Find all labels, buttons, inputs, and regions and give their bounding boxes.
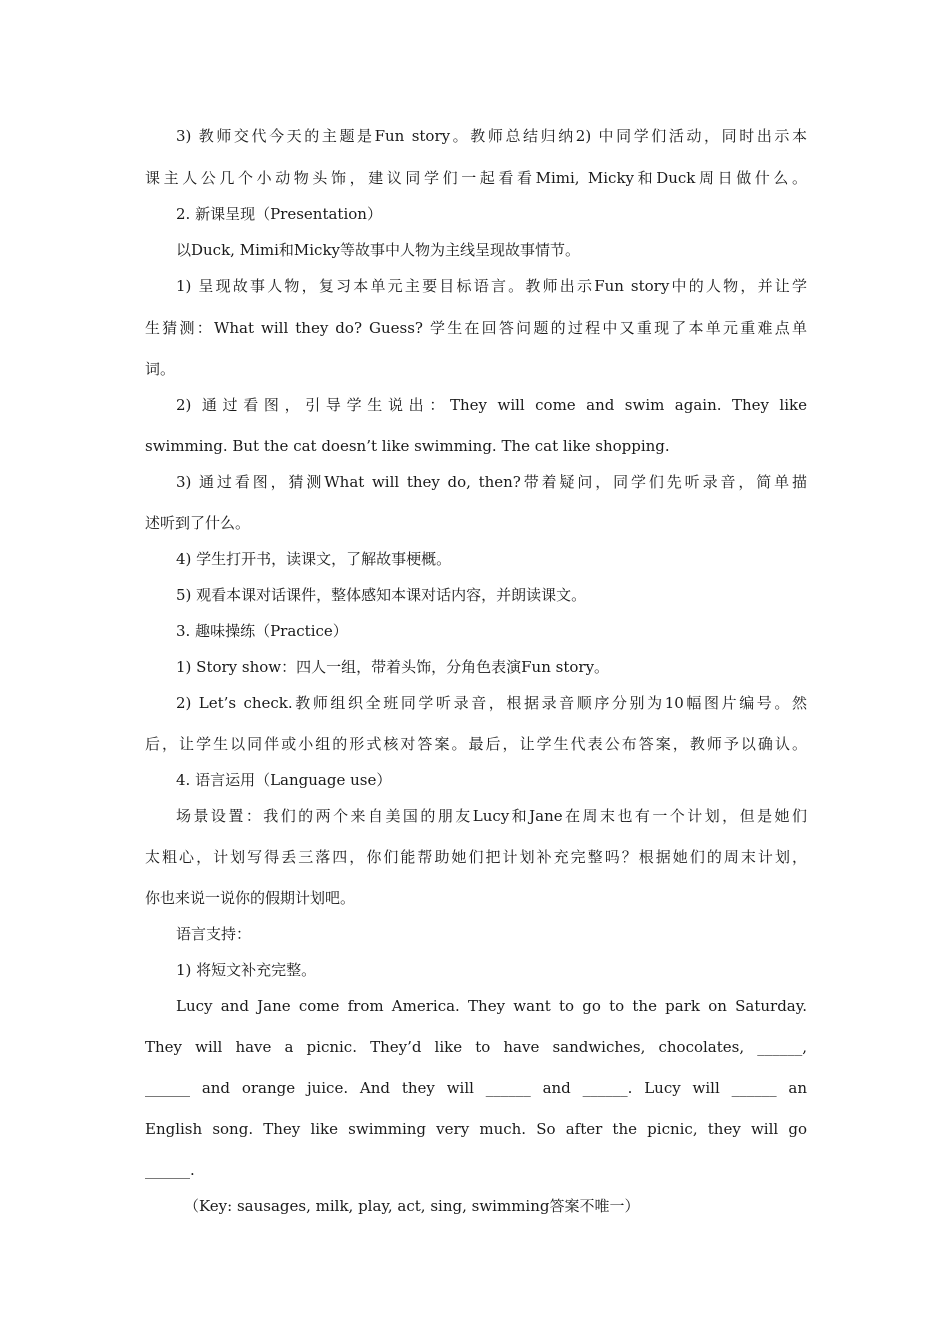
section-heading: 3. 趣味操练（Practice） (176, 622, 348, 640)
text-line: 1) 将短文补充完整。 (176, 961, 317, 979)
text-line: 2) Let’s check.教师组织全班同学听录音，根据录音顺序分别为10幅图片编号。然 (176, 694, 807, 712)
text-line: 太粗心，计划写得丢三落四，你们能帮助她们把计划补充完整吗？根据她们的周末计划， (145, 848, 807, 866)
section-heading: 4. 语言运用（Language use） (176, 771, 392, 789)
text-line: 3) 通过看图，猜测What will they do, then?带着疑问，同学们先听录音，简单描 (176, 473, 807, 491)
text-line: 后，让学生以同伴或小组的形式核对答案。最后，让学生代表公布答案，教师予以确认。 (145, 735, 807, 753)
passage-line: English song. They like swimming very much. So after the picnic, they will go (145, 1120, 807, 1138)
text-line: 生猜测：What will they do? Guess? 学生在回答问题的过程中又重现了本单元重难点单 (145, 319, 807, 337)
text-line: 语言支持： (176, 925, 252, 943)
passage-line: ______. (145, 1161, 195, 1179)
section-heading: 2. 新课呈现（Presentation） (176, 205, 382, 223)
passage-line: ______ and orange juice. And they will ______ and ______. Lucy will ______ an (145, 1079, 807, 1097)
text-line: 以Duck, Mimi和Micky等故事中人物为主线呈现故事情节。 (176, 241, 581, 259)
text-line: 3) 教师交代今天的主题是Fun story。教师总结归纳2) 中同学们活动，同时出示本 (176, 127, 807, 145)
passage-line: They will have a picnic. They’d like to have sandwiches, chocolates, ______, (145, 1038, 807, 1056)
text-line: 你也来说一说你的假期计划吧。 (145, 889, 356, 907)
passage-line: Lucy and Jane come from America. They want to go to the park on Saturday. (176, 997, 807, 1015)
text-line: 4) 学生打开书，读课文，了解故事梗概。 (176, 550, 452, 568)
text-line: 1) 呈现故事人物，复习本单元主要目标语言。教师出示Fun story中的人物，并让学 (176, 277, 807, 295)
text-line: 场景设置：我们的两个来自美国的朋友Lucy和Jane在周末也有一个计划，但是她们 (176, 807, 807, 825)
text-line: 5) 观看本课对话课件，整体感知本课对话内容，并朗读课文。 (176, 586, 587, 604)
text-line: 课主人公几个小动物头饰，建议同学们一起看看Mimi, Micky和Duck周日做什么。 (145, 169, 807, 187)
text-line: 1) Story show：四人一组，带着头饰，分角色表演Fun story。 (176, 658, 610, 676)
text-line: 述听到了什么。 (145, 514, 251, 532)
answer-key: （Key: sausages, milk, play, act, sing, swimming答案不唯一） (184, 1197, 640, 1215)
text-line: swimming. But the cat doesn’t like swimming. The cat like shopping. (145, 437, 670, 455)
text-line: 2) 通过看图，引导学生说出：They will come and swim again. They like (176, 396, 807, 414)
text-line: 词。 (145, 360, 176, 378)
